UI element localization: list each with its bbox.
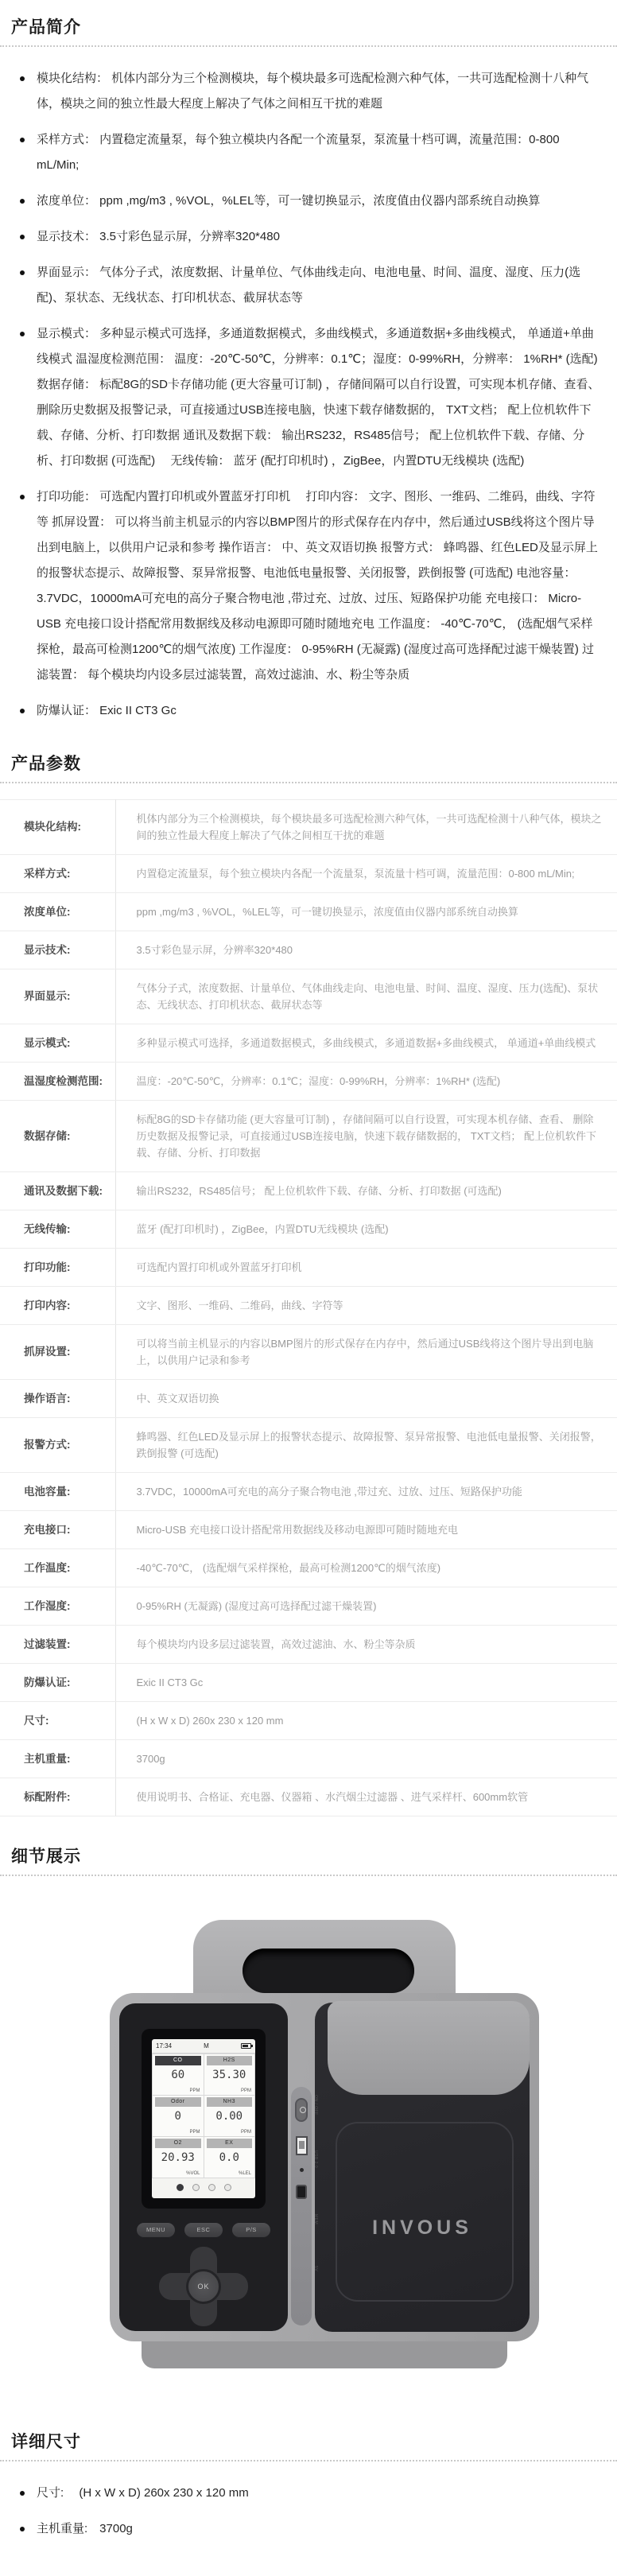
section-params (0, 751, 617, 1816)
param-label: 数据存储: (0, 1101, 115, 1172)
gas-name-chip: NH3 (207, 2097, 253, 2107)
intro-bullet (13, 127, 604, 178)
bullet-icon (20, 138, 25, 142)
bullet-icon (20, 332, 25, 336)
param-value: 3700g (115, 1740, 617, 1778)
table-row (0, 1473, 617, 1511)
gas-channel-grid (152, 2053, 255, 2178)
esc-button: ESC (184, 2223, 223, 2237)
param-value: 使用说明书、合格证、充电器、仪器箱 、水汽烟尘过滤器 、进气采样杆、600mm软管 (115, 1778, 617, 1816)
side-port-strip (291, 2087, 312, 2325)
table-row (0, 855, 617, 893)
param-value: -40℃-70℃， (选配烟气采样探枪，最高可检测1200℃的烟气浓度) (115, 1549, 617, 1587)
gas-value: 0.0 (219, 2151, 239, 2164)
dimensions-bullet-list (13, 2481, 604, 2542)
table-row (0, 1249, 617, 1287)
section-intro (0, 14, 617, 724)
gas-unit: PPM (240, 2088, 251, 2093)
param-value: 机体内部分为三个检测模块，每个模块最多可选配检测六种气体，一共可选配检测十八种气体，模块之间的独立性最大程度上解决了气体之间相互干扰的难题 (115, 800, 617, 855)
table-row (0, 1626, 617, 1664)
param-label: 主机重量: (0, 1740, 115, 1778)
intro-bullet-text: 模块化结构： 机体内部分为三个检测模块，每个模块最多可选配检测六种气体，一共可选配检测十八种气体，模块之间的独立性最大程度上解决了气体之间相互干扰的难题 (37, 72, 589, 111)
status-dot-icon (192, 2184, 200, 2191)
param-value: 内置稳定流量泵，每个独立模块内各配一个流量泵，泵流量十档可调，流量范围：0-800 mL/Min; (115, 855, 617, 893)
gas-unit: PPM (189, 2088, 200, 2093)
gas-name-chip: CO (155, 2056, 201, 2065)
param-label: 标配附件: (0, 1778, 115, 1816)
device-button-row (137, 2223, 270, 2237)
screen-time: 17:34 (156, 2042, 173, 2050)
param-label: 工作湿度: (0, 1587, 115, 1626)
bullet-icon (20, 235, 25, 239)
param-value: 多种显示模式可选择，多通道数据模式，多曲线模式，多通道数据+多曲线模式， 单通道+单曲线模式 (115, 1024, 617, 1063)
param-value: 3.7VDC，10000mA可充电的高分子聚合物电池 ,带过充、过放、过压、短路保护功能 (115, 1473, 617, 1511)
section-dimensions (0, 2429, 617, 2542)
intro-bullet-text: 浓度单位： ppm ,mg/m3 , %VOL，%LEL等，可一键切换显示，浓度值由仪器内部系统自动换算 (37, 194, 541, 208)
menu-button: MENU (137, 2223, 175, 2237)
param-value: 文字、图形、一维码、二维码，曲线、字符等 (115, 1287, 617, 1325)
gas-name-chip: Odor (155, 2097, 201, 2107)
table-row (0, 1210, 617, 1249)
table-row (0, 1549, 617, 1587)
table-row (0, 1740, 617, 1778)
gas-channel (204, 2096, 255, 2136)
table-row (0, 1418, 617, 1473)
param-value: 3.5寸彩色显示屏，分辨率320*480 (115, 931, 617, 969)
param-label: 显示模式: (0, 1024, 115, 1063)
param-value: 0-95%RH (无凝露) (湿度过高可选择配过滤干燥装置) (115, 1587, 617, 1626)
gas-value: 0 (174, 2110, 181, 2123)
table-row (0, 1063, 617, 1101)
device-front-panel (119, 2003, 288, 2331)
intro-bullet (13, 698, 604, 724)
bullet-icon (20, 2491, 25, 2496)
gas-channel (204, 2137, 255, 2178)
table-row (0, 1511, 617, 1549)
intro-bullet-text: 显示技术： 3.5寸彩色显示屏，分辨率320*480 (37, 230, 280, 243)
params-title: 产品参数 (11, 755, 81, 773)
param-value: Exic II CT3 Gc (115, 1664, 617, 1702)
table-row (0, 1702, 617, 1740)
table-row (0, 969, 617, 1024)
table-row (0, 1101, 617, 1172)
intro-bullet-text: 防爆认证： Exic II CT3 Gc (37, 704, 177, 717)
ps-button: P/S (232, 2223, 270, 2237)
param-label: 报警方式: (0, 1418, 115, 1473)
param-label: 浓度单位: (0, 893, 115, 931)
param-label: 防爆认证: (0, 1664, 115, 1702)
dimension-bullet (13, 2516, 604, 2542)
brand-logo: INVOUS (372, 2217, 472, 2239)
mem-label: MEM (313, 2214, 318, 2225)
table-row (0, 1778, 617, 1816)
param-label: 过滤装置: (0, 1626, 115, 1664)
param-value: 输出RS232，RS485信号； 配上位机软件下载、存储、分析、打印数据 (可选配) (115, 1172, 617, 1210)
gas-detector-device (110, 1920, 539, 2385)
gas-unit: %VOL (186, 2171, 200, 2176)
gas-channel (153, 2054, 204, 2095)
handle-base (328, 2001, 530, 2095)
gas-name-chip: H2S (207, 2056, 253, 2065)
gas-channel (204, 2054, 255, 2095)
param-value: 蜂鸣器、红色LED及显示屏上的报警状态提示、故障报警、泵异常报警、电池低电量报警、关闭报警，跌倒报警 (可选配) (115, 1418, 617, 1473)
dimension-bullet-text: 主机重量: 3700g (37, 2522, 133, 2535)
screen-bezel (142, 2029, 266, 2209)
table-row (0, 1024, 617, 1063)
gas-channel (153, 2137, 204, 2178)
reset-pinhole (300, 2168, 304, 2172)
device-shell (110, 1993, 539, 2341)
section-divider (0, 45, 617, 47)
param-label: 界面显示: (0, 969, 115, 1024)
param-value: 中、英文双语切换 (115, 1380, 617, 1418)
battery-icon (241, 2043, 251, 2049)
param-label: 显示技术: (0, 931, 115, 969)
gas-unit: PPM (189, 2130, 200, 2135)
param-label: 打印功能: (0, 1249, 115, 1287)
param-label: 电池容量: (0, 1473, 115, 1511)
usb-label: USB 2.0 (313, 2151, 318, 2169)
bullet-icon (20, 270, 25, 275)
screen-status-icons (152, 2178, 255, 2196)
ok-button: OK (186, 2269, 221, 2304)
status-dot-icon (224, 2184, 231, 2191)
param-value: 每个模块均内设多层过滤装置，高效过滤油、水、粉尘等杂质 (115, 1626, 617, 1664)
port-labels (313, 2095, 323, 2325)
status-dot-icon (208, 2184, 215, 2191)
power-label: ON / OFF (313, 2095, 318, 2116)
param-label: 模块化结构: (0, 800, 115, 855)
gas-value: 60 (171, 2069, 185, 2081)
gas-channel (153, 2096, 204, 2136)
details-title: 细节展示 (11, 1847, 81, 1866)
param-label: 操作语言: (0, 1380, 115, 1418)
table-row (0, 931, 617, 969)
device-screen (152, 2039, 255, 2198)
bullet-icon (20, 495, 25, 499)
param-label: 工作温度: (0, 1549, 115, 1587)
speaker-icon (177, 2184, 184, 2191)
charge-label: 5V (313, 2266, 318, 2272)
device-side-panel (315, 2003, 530, 2332)
gas-value: 35.30 (212, 2069, 246, 2081)
handle-grip-hole (243, 1949, 414, 1993)
intro-bullet-text: 界面显示： 气体分子式，浓度数据、计量单位、气体曲线走向、电池电量、时间、温度、湿度、压力(选配)、泵状态、无线状态、打印机状态、截屏状态等 (37, 266, 581, 305)
param-label: 充电接口: (0, 1511, 115, 1549)
intro-bullet (13, 66, 604, 117)
dpad (159, 2247, 248, 2326)
bullet-icon (20, 199, 25, 204)
param-value: 气体分子式，浓度数据、计量单位、气体曲线走向、电池电量、时间、温度、湿度、压力(选配)、泵状态、无线状态、打印机状态、截屏状态等 (115, 969, 617, 1024)
intro-bullet (13, 484, 604, 688)
intro-bullet-list (13, 66, 613, 724)
side-panel-outline (336, 2122, 514, 2302)
param-value: 可选配内置打印机或外置蓝牙打印机 (115, 1249, 617, 1287)
params-table (0, 799, 617, 1816)
intro-bullet (13, 224, 604, 250)
param-value: ppm ,mg/m3 , %VOL，%LEL等，可一键切换显示，浓度值由仪器内部系统自动换算 (115, 893, 617, 931)
bullet-icon (20, 2527, 25, 2531)
param-label: 打印内容: (0, 1287, 115, 1325)
intro-bullet (13, 321, 613, 474)
bullet-icon (20, 709, 25, 713)
dimension-bullet (13, 2481, 604, 2506)
dimension-bullet-text: 尺寸: (H x W x D) 260x 230 x 120 mm (37, 2486, 249, 2500)
dimensions-title: 详细尺寸 (11, 2433, 81, 2451)
intro-bullet (13, 188, 604, 214)
table-row (0, 1172, 617, 1210)
section-details (0, 1844, 617, 2397)
intro-title: 产品简介 (11, 18, 81, 37)
table-row (0, 1664, 617, 1702)
table-row (0, 893, 617, 931)
param-label: 无线传输: (0, 1210, 115, 1249)
intro-bullet-text: 打印功能： 可选配内置打印机或外置蓝牙打印机 打印内容： 文字、图形、一维码、二维码，曲线、字符等 抓屏设置： 可以将当前主机显示的内容以BMP图片的形式保存在内存中，然后通过USB线将这个图片导出到电脑上，以供用户记录和参考 操作语言： 中、英文双语切换 报警方式： 蜂鸣器、红色LED及显示屏上的报警状态提示、故障报警、泵异常报警、电池低电量报警、关闭报警，跌倒报警 (可选配) 电池容量： 3.7VDC，10000mA可充电的高分子聚合物电池 ,带过充、过放、过压、短路保护功能 充电接口： Micro-USB 充电接口设计搭配常用数据线及移动电源即可随时随地充电 工作温度： -40℃-70℃， (选配烟气采样探枪，最高可检测1200℃的烟气浓度) 工作湿度： 0-95%RH (无凝露) (湿度过高可选择配过滤干燥装置) 过滤装置： 每个模块均内设多层过滤装置，高效过滤油、水、粉尘等杂质 (37, 490, 598, 682)
section-divider (0, 2460, 617, 2461)
section-divider (0, 1875, 617, 1876)
param-value: (H x W x D) 260x 230 x 120 mm (115, 1702, 617, 1740)
table-row (0, 800, 617, 855)
bullet-icon (20, 76, 25, 81)
intro-bullet-text: 显示模式： 多种显示模式可选择，多通道数据模式，多曲线模式，多通道数据+多曲线模式， 单通道+单曲线模式 温湿度检测范围： 温度：-20℃-50℃，分辨率：0.1℃；湿度：0-99%RH，分辨率： 1%RH* (选配) 数据存储： 标配8G的SD卡存储功能 (更大容量可订制) ，存储间隔可以自行设置，可实现本机存储、查看、 删除历史数据及报警记录，可直接通过USB连接电脑，快速下载存储数据的， TXT文档； 配上位机软件下载、存储、分析、打印数据 通讯及数据下载： 输出RS232，RS485信号； 配上位机软件下载、存储、分析、打印数据 (可选配) 无线传输： 蓝牙 (配打印机时) ，ZigBee，内置DTU无线模块 (选配) (37, 327, 613, 468)
param-label: 尺寸: (0, 1702, 115, 1740)
table-row (0, 1380, 617, 1418)
param-value: Micro-USB 充电接口设计搭配常用数据线及移动电源即可随时随地充电 (115, 1511, 617, 1549)
param-value: 温度：-20℃-50℃，分辨率：0.1℃；湿度：0-99%RH，分辨率：1%RH* (选配) (115, 1063, 617, 1101)
param-label: 温湿度检测范围: (0, 1063, 115, 1101)
intro-bullet (13, 260, 604, 311)
usb-port (296, 2136, 308, 2155)
gas-name-chip: EX (207, 2139, 253, 2148)
micro-usb-port (296, 2185, 307, 2199)
gas-value: 0.00 (215, 2110, 243, 2123)
param-label: 抓屏设置: (0, 1325, 115, 1380)
screen-status-bar (152, 2039, 255, 2053)
table-row (0, 1325, 617, 1380)
section-divider (0, 782, 617, 783)
gas-name-chip: O2 (155, 2139, 201, 2148)
product-photo (0, 1920, 617, 2397)
param-value: 标配8G的SD卡存储功能 (更大容量可订制) ，存储间隔可以自行设置，可实现本机存储、查看、 删除历史数据及报警记录，可直接通过USB连接电脑，快速下载存储数据的， TXT文档； 配上位机软件下载、存储、分析、打印数据 (115, 1101, 617, 1172)
param-value: 可以将当前主机显示的内容以BMP图片的形式保存在内存中，然后通过USB线将这个图片导出到电脑上，以供用户记录和参考 (115, 1325, 617, 1380)
table-row (0, 1287, 617, 1325)
param-label: 采样方式: (0, 855, 115, 893)
param-label: 通讯及数据下载: (0, 1172, 115, 1210)
gas-unit: PPM (240, 2130, 251, 2135)
screen-mode: M (204, 2042, 209, 2050)
gas-unit: %LEL (238, 2171, 251, 2176)
power-button (295, 2098, 308, 2122)
table-row (0, 1587, 617, 1626)
param-value: 蓝牙 (配打印机时) ，ZigBee，内置DTU无线模块 (选配) (115, 1210, 617, 1249)
gas-value: 20.93 (161, 2151, 195, 2164)
intro-bullet-text: 采样方式： 内置稳定流量泵，每个独立模块内各配一个流量泵，泵流量十档可调，流量范围：0-800 mL/Min; (37, 133, 560, 172)
